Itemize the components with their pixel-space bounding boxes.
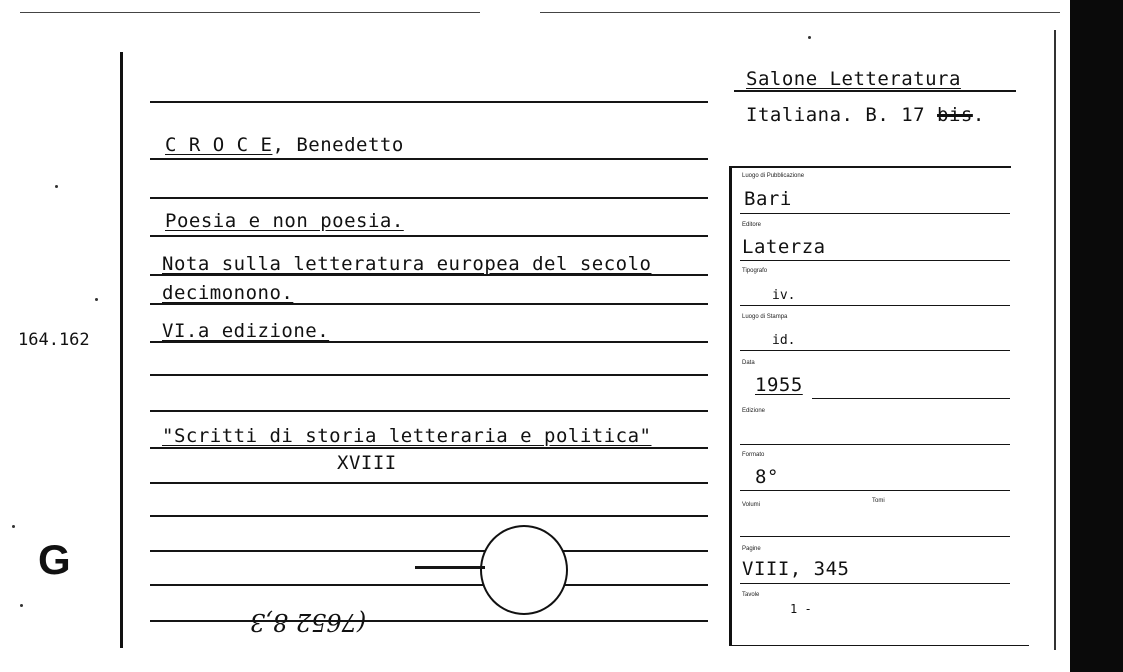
field-rule-9	[740, 583, 1010, 584]
field-rule-6	[740, 444, 1010, 445]
value-publisher: Laterza	[742, 236, 826, 258]
section-letter: G	[38, 536, 71, 583]
label-date: Data	[742, 360, 755, 366]
label-tomes: Tomi	[872, 498, 885, 504]
scanner-edge	[1070, 0, 1123, 672]
scan-speck	[20, 604, 23, 607]
shelf-mark-text: Italiana. B. 17	[746, 104, 938, 126]
value-printer: iv.	[772, 288, 796, 303]
shelf-mark-struck: bis	[937, 104, 973, 126]
field-rule-2	[740, 260, 1010, 261]
label-pages: Pagine	[742, 546, 761, 552]
top-edge-line	[20, 12, 480, 13]
rule-9	[150, 410, 708, 412]
value-print-place: id.	[772, 333, 796, 348]
scan-speck	[95, 298, 98, 301]
title-line-3: decimonono.	[162, 282, 294, 304]
label-printer: Tipografo	[742, 268, 768, 274]
shelf-mark-line2	[746, 104, 985, 126]
rule-10	[150, 447, 708, 449]
rule-11	[150, 482, 708, 484]
rule-4	[150, 235, 708, 237]
field-rule-8	[740, 536, 1010, 537]
rule-14	[150, 584, 708, 586]
field-rule-5	[812, 398, 1010, 399]
rule-15	[150, 620, 708, 622]
title-line-2: Nota sulla letteratura europea del secolo	[162, 253, 652, 275]
title-line-1: Poesia e non poesia.	[165, 210, 404, 232]
scan-speck	[808, 36, 811, 39]
punch-hole	[480, 525, 568, 615]
left-margin-rule	[120, 52, 123, 648]
shelf-mark-line1: Salone Letteratura	[746, 68, 961, 90]
card-right-edge	[1054, 30, 1056, 650]
field-rule-7	[740, 490, 1010, 491]
value-pages: VIII, 345	[742, 558, 850, 580]
field-rule-3	[740, 305, 1010, 306]
rule-13	[150, 550, 708, 552]
value-plates: 1 -	[790, 602, 812, 616]
field-box-bottom	[729, 645, 1029, 646]
rule-3	[150, 197, 708, 199]
shelf-mark-underline	[734, 90, 1016, 92]
label-place: Luogo di Pubblicazione	[742, 173, 805, 179]
scan-speck	[55, 185, 58, 188]
rule-8	[150, 374, 708, 376]
rule-2	[150, 158, 708, 160]
series-volume: XVIII	[337, 452, 397, 474]
label-format: Formato	[742, 452, 765, 458]
label-volumes: Volumi	[742, 502, 761, 508]
field-rule-4	[740, 350, 1010, 351]
hole-stroke	[415, 566, 485, 569]
author-separator: ,	[272, 134, 297, 156]
value-date: 1955	[755, 374, 803, 396]
author-given-name: Benedetto	[296, 134, 404, 156]
title-line-4: VI.a edizione.	[162, 320, 330, 342]
value-format: 8°	[755, 466, 779, 488]
rule-1	[150, 101, 708, 103]
shelf-mark-suffix: .	[972, 104, 985, 126]
rule-12	[150, 515, 708, 517]
value-place: Bari	[744, 188, 792, 210]
field-box-top	[729, 166, 1011, 168]
classification-number: 164.162	[18, 330, 90, 350]
field-box-left-rule	[729, 168, 732, 646]
series-name: "Scritti di storia letteraria e politica"	[162, 425, 652, 447]
handwritten-accession-number: (7652 8,3	[250, 608, 367, 636]
label-publisher: Editore	[742, 222, 762, 228]
label-plates: Tavole	[742, 592, 760, 598]
label-print-place: Luogo di Stampa	[742, 314, 788, 320]
scan-speck	[12, 525, 15, 528]
author-heading	[165, 134, 404, 156]
label-edition: Edizione	[742, 408, 766, 414]
author-surname: C R O C E	[165, 134, 273, 156]
top-edge-line-right	[540, 12, 1060, 13]
field-rule-1	[740, 213, 1010, 214]
